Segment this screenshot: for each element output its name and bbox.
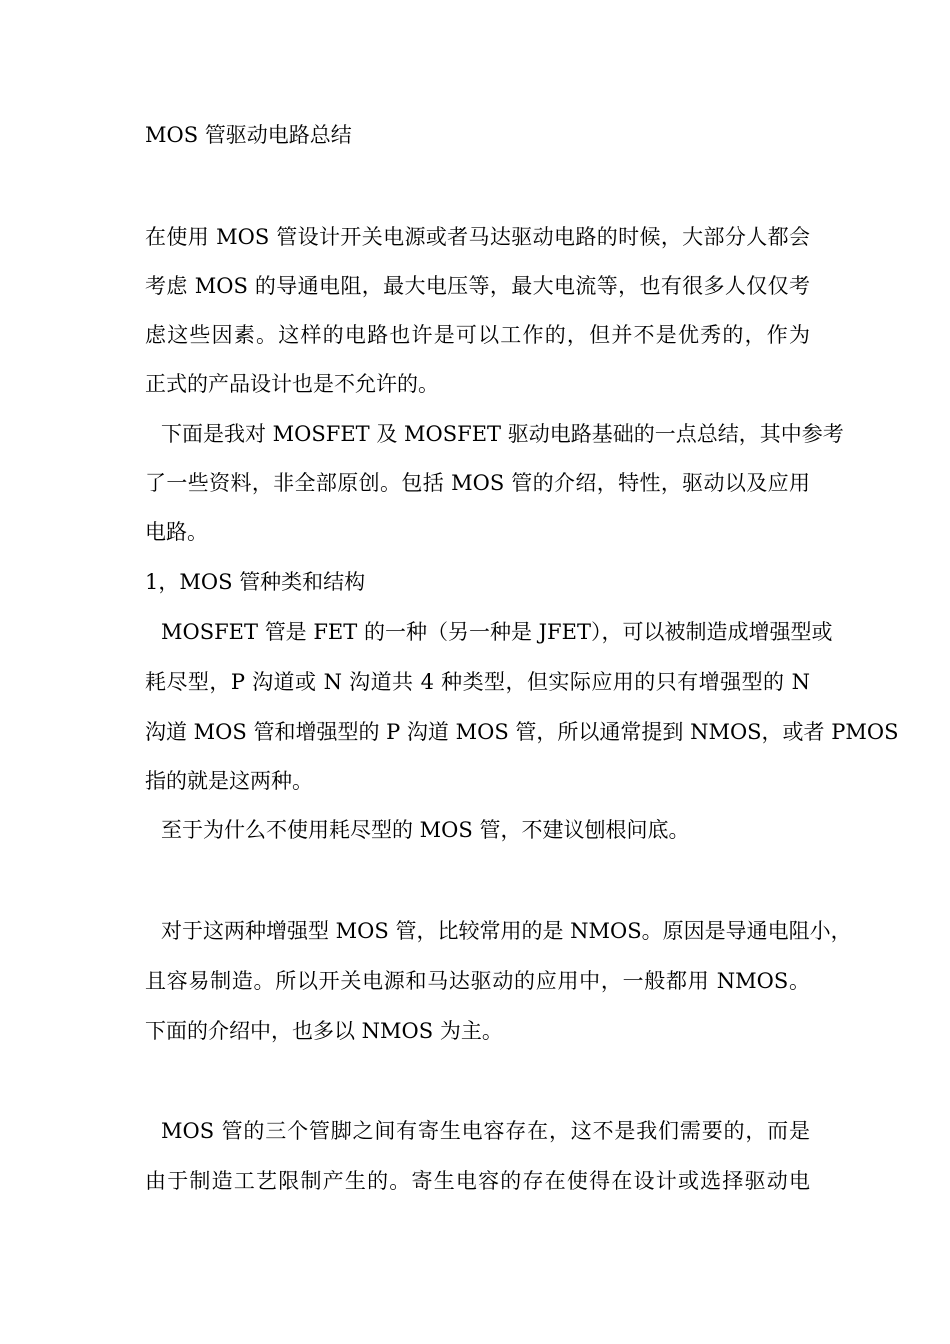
- paragraph-line: 沟道 MOS 管和增强型的 P 沟道 MOS 管，所以通常提到 NMOS，或者 PMOS: [145, 720, 899, 744]
- paragraph-line: 至于为什么不使用耗尽型的 MOS 管，不建议刨根问底。: [161, 818, 690, 842]
- paragraph-line: 由于制造工艺限制产生的。寄生电容的存在使得在设计或选择驱动电: [145, 1169, 810, 1193]
- paragraph-line: MOS 管的三个管脚之间有寄生电容存在，这不是我们需要的，而是: [161, 1119, 810, 1143]
- paragraph-line: 考虑 MOS 的导通电阻，最大电压等，最大电流等，也有很多人仅仅考: [145, 274, 810, 298]
- paragraph-line: 指的就是这两种。: [145, 769, 313, 793]
- paragraph-line: 对于这两种增强型 MOS 管，比较常用的是 NMOS。原因是导通电阻小，: [161, 919, 852, 943]
- section-heading: 1，MOS 管种类和结构: [145, 570, 366, 594]
- paragraph-line: 耗尽型，P 沟道或 N 沟道共 4 种类型，但实际应用的只有增强型的 N: [145, 670, 810, 694]
- document-title: MOS 管驱动电路总结: [145, 123, 352, 147]
- paragraph-line: 电路。: [145, 520, 208, 544]
- paragraph-line: 正式的产品设计也是不允许的。: [145, 372, 439, 396]
- paragraph-line: 虑这些因素。这样的电路也许是可以工作的，但并不是优秀的，作为: [145, 323, 810, 347]
- paragraph-line: 下面是我对 MOSFET 及 MOSFET 驱动电路基础的一点总结，其中参考: [161, 422, 844, 446]
- paragraph-line: MOSFET 管是 FET 的一种（另一种是 JFET），可以被制造成增强型或: [161, 620, 833, 644]
- paragraph-line: 下面的介绍中，也多以 NMOS 为主。: [145, 1019, 503, 1043]
- paragraph-line: 在使用 MOS 管设计开关电源或者马达驱动电路的时候，大部分人都会: [145, 225, 810, 249]
- paragraph-line: 且容易制造。所以开关电源和马达驱动的应用中，一般都用 NMOS。: [145, 969, 810, 993]
- paragraph-line: 了一些资料，非全部原创。包括 MOS 管的介绍，特性，驱动以及应用: [145, 471, 810, 495]
